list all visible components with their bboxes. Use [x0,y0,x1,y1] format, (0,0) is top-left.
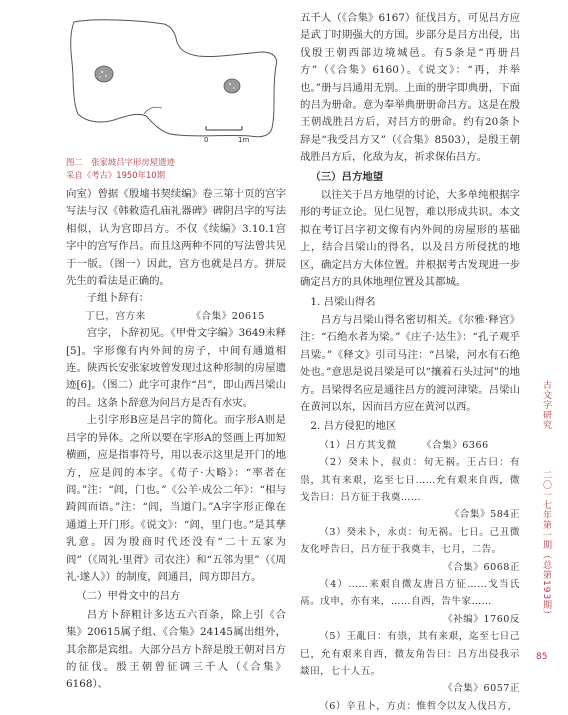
inscription-quote: （2）癸未卜，叔贞：旬无祸。王占曰：有祟，其有来艰，迄至七日……允有艰来自西，微戈告曰：吕方征于我奠…… [300,457,520,503]
page-number: 85 [536,652,548,662]
inscription-quote: （3）癸未卜，永贞：旬无祸。七日。己丑微友化呼告曰，吕方征于我奠丰，七月，二告。 [300,526,520,556]
paragraph: 五千人（《合集》6167）征伐吕方，可见吕方应是武丁时期强大的方国。步部分是吕方出侵，出伐殷王朝西部边境城邑。有5条是“再册吕方”（《合集》6160）。《说文》：“再，并举也。”册与吕通用无别。上面的册字即典册，下面的吕为册命。意为奉举典册册命吕方。这是在殷王朝战胜吕方后，对吕方的册命。约有20条卜辞是“我受吕方又”（《合集》8503），是殷王朝战胜吕方后，化敌为友，祈求保佑吕方。 [300,12,520,164]
inscription-text: 丁巳，宫方来 [85,310,146,322]
inscription-source: 《合集》6068正 [443,561,520,573]
figure-house-plan [66,10,286,150]
paragraph: 吕方卜辞粗计多达五六百条，除上引《合集》20615属子组、《合集》24145属出组外，其余都是宾组。大部分吕方卜辞是殷王朝对吕方的征伐。殷王朝曾征调三千人（《合集》6168）、 [66,608,286,691]
paragraph: 向室）曾据《殷墟书契续编》卷三第十页的宫字写法与汉《韩敕造孔庙礼器碑》碑阴吕字的写法相似，认为宫即吕方。不仅《续编》3.10.1宫字中的宫写作吕。而且这两种不同的写法曾共见于一版。（图一）因此，宫方也就是吕方。拼辰先生的看法是正确的。 [66,188,286,288]
hearth-pit-left [95,66,113,82]
figure-caption: 图二 张家坡吕字形房屋遗迹 [66,157,175,167]
inscription-source: 《合集》20615 [196,310,265,322]
section-heading: （二）甲骨文中的吕方 [76,590,181,603]
paragraph: 上引字形B应是吕字的简化。而字形A则是吕字的异体。之所以要在字形A的竖画上再加短横画，应是指事符号，用以表示这里是开门的地方，应是闾的本字。《荀子·大略》：“率者在闾。”注：“闾，门也。”《公羊·成公二年》：“相与踦闾而语。”注：“闾，当道门。”A字字形正像在通道上开门形。《说文》：“闾，里门也。”是其孳乳意。因为殷商时代还没有“二十五家为闾”（《周礼·里胥》司农注）和“五邻为里”（《周礼·遂人》）的制度，闾通吕，闾方即吕方。 [66,414,286,583]
right-column [300,10,520,715]
inscription-quote [300,437,520,454]
paragraph: 吕方与吕梁山得名密切相关。《尔雅·释宫》注：“石绝水者为梁。”《庄子·达生》：“孔子观乎吕梁。”《释文》引司马注：“吕梁，河水有石绝处也。”意思是说吕梁是可以“攘着石头过河”的地方。吕梁得名应是通往吕方的渡河津梁。吕梁山在黄河以东，因而吕方应在黄河以西。 [300,313,520,413]
scale-zero-label: 0 [204,136,209,144]
inscription-quote [66,308,286,325]
issue-label: 二〇一七年第一期（总第193期） [541,470,551,621]
figure-source: 采自《考古》1950年10期 [66,170,165,180]
subsection-heading: 1. 吕梁山得名 [310,295,376,308]
page-sidebar [532,0,568,672]
subsection-heading: 2. 吕方侵犯的地区 [310,420,397,433]
inscription-text: （1）吕方其戈微 [319,439,397,451]
inscription-quote: （6）辛丑卜，方贞：惟哲令以友人伐吕方， [319,700,518,712]
paragraph: 子组卜辞有： [86,292,150,305]
paragraph: 宫字，卜辞初见。《甲骨文字编》3649未释[5]。字形像有内外间的房子，中间有通道相连。陕西长安张家坡曾发现过这种形制的房屋遗迹[6]。（图二）此字可隶作“吕”，即山西吕梁山的吕。这条卜辞意为问吕方是否有水灾。 [66,327,286,409]
hearth-pit-right [224,79,240,93]
inscription-source: 《合集》6366 [426,439,489,451]
inscription-source: 《合集》584正 [449,509,520,521]
house-plan-drawing [66,10,286,150]
inscription-source: 《合集》6057正 [443,683,520,695]
paragraph: 以往关于吕方地望的讨论，大多单纯根据字形的考证立论。见仁见智，难以形成共识。本文拟在考订吕字初文像有内外间的房屋形的基础上，结合吕梁山的得名，以及吕方所侵扰的地区，确定吕方大体位置。并根据考古发现进一步确定吕方的具体地理位置及其都城。 [300,189,520,289]
inscription-source: 《补编》1760反 [443,613,520,625]
section-heading: （三）吕方地望 [310,170,384,183]
inscription-quote: （4）……来艰自微友唐吕方征……戈当氏鬲。戊申，亦有来，……自西，告牛家…… [300,579,520,608]
inscription-quote: （5）王亂曰：有祟，其有来艰，迄至七日己巳，允有艰来自西，微友角告曰：吕方出侵我示燚田，七十人五。 [300,631,520,678]
left-column [66,10,286,694]
scale-unit-label: 1m [238,136,250,144]
journal-name: 古文字研究 [541,380,551,430]
